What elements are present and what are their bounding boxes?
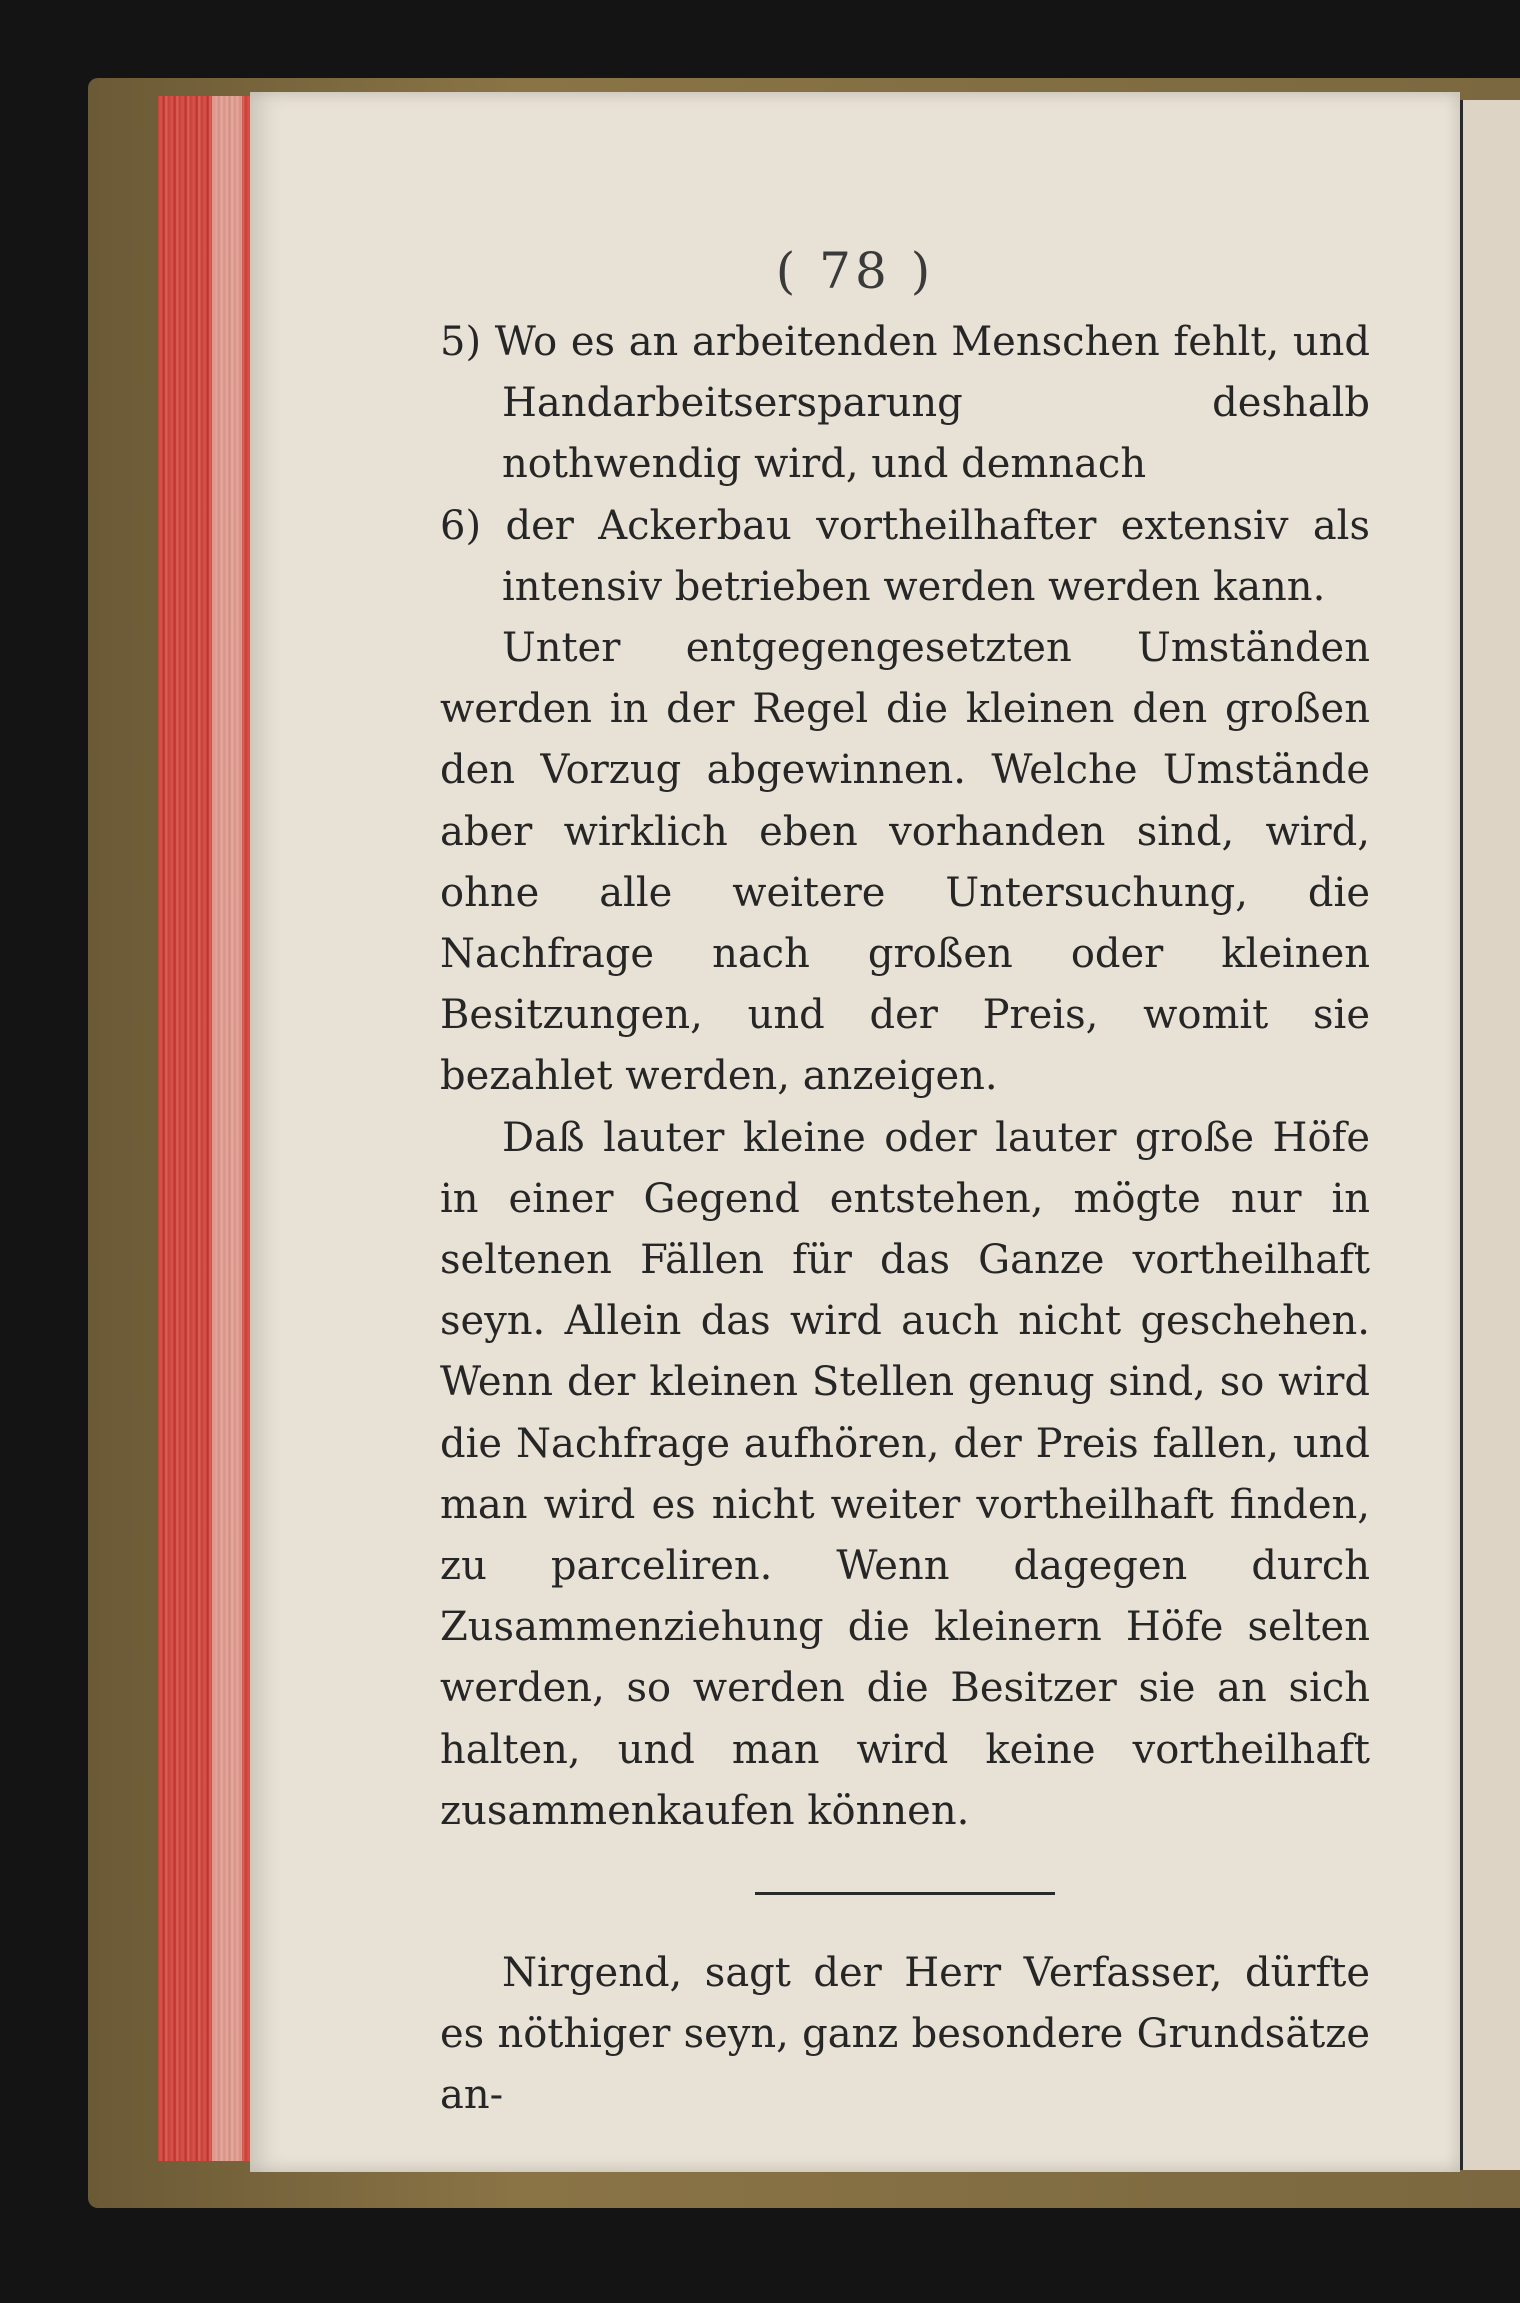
page-number: ( 78 ) — [775, 242, 935, 300]
paragraph-3: Nirgend, sagt der Herr Verfasser, dürfte es nöthiger seyn, ganz besondere Grundsätze an- — [440, 1950, 1370, 2119]
book-page — [250, 92, 1460, 2172]
page-text — [440, 312, 1370, 2127]
paragraph-2: Daß lauter kleine oder lauter große Höfe in einer Gegend entstehen, mögte nur in seltenen Fällen für das Ganze vortheilhaft seyn. Allein das wird auch nicht geschehen. Wenn der kleinen Stellen genug sind, so wird die Nachfrage aufhören, der Preis fallen, und man wird es nicht weiter vortheilhaft finden, zu parceliren. Wenn dagegen durch Zusammenziehung die kleinern Höfe selten werden, so werden die Besitzer sie an sich halten, und man wird keine vortheilhaft zusammenkaufen können. — [440, 1114, 1370, 1834]
list-item-5: 5) Wo es an arbeitenden Menschen fehlt, und Handarbeitsersparung deshalb nothwendig wird, und demnach — [440, 319, 1370, 488]
paragraph-1: Unter entgegengesetzten Umständen werden in der Regel die kleinen den großen den Vorzug abgewinnen. Welche Umstände aber wirklich eben vorhanden sind, wird, ohne alle weitere Untersuchung, die Nachfrage nach großen oder kleinen Besitzungen, und der Preis, womit sie bezahlet werden, anzeigen. — [440, 625, 1370, 1100]
facing-page-edge — [1460, 100, 1520, 2170]
page-edge-highlight — [212, 96, 242, 2161]
section-divider — [755, 1892, 1055, 1895]
list-item-6: 6) der Ackerbau vortheilhafter extensiv als intensiv betrieben werden werden kann. — [440, 502, 1370, 610]
